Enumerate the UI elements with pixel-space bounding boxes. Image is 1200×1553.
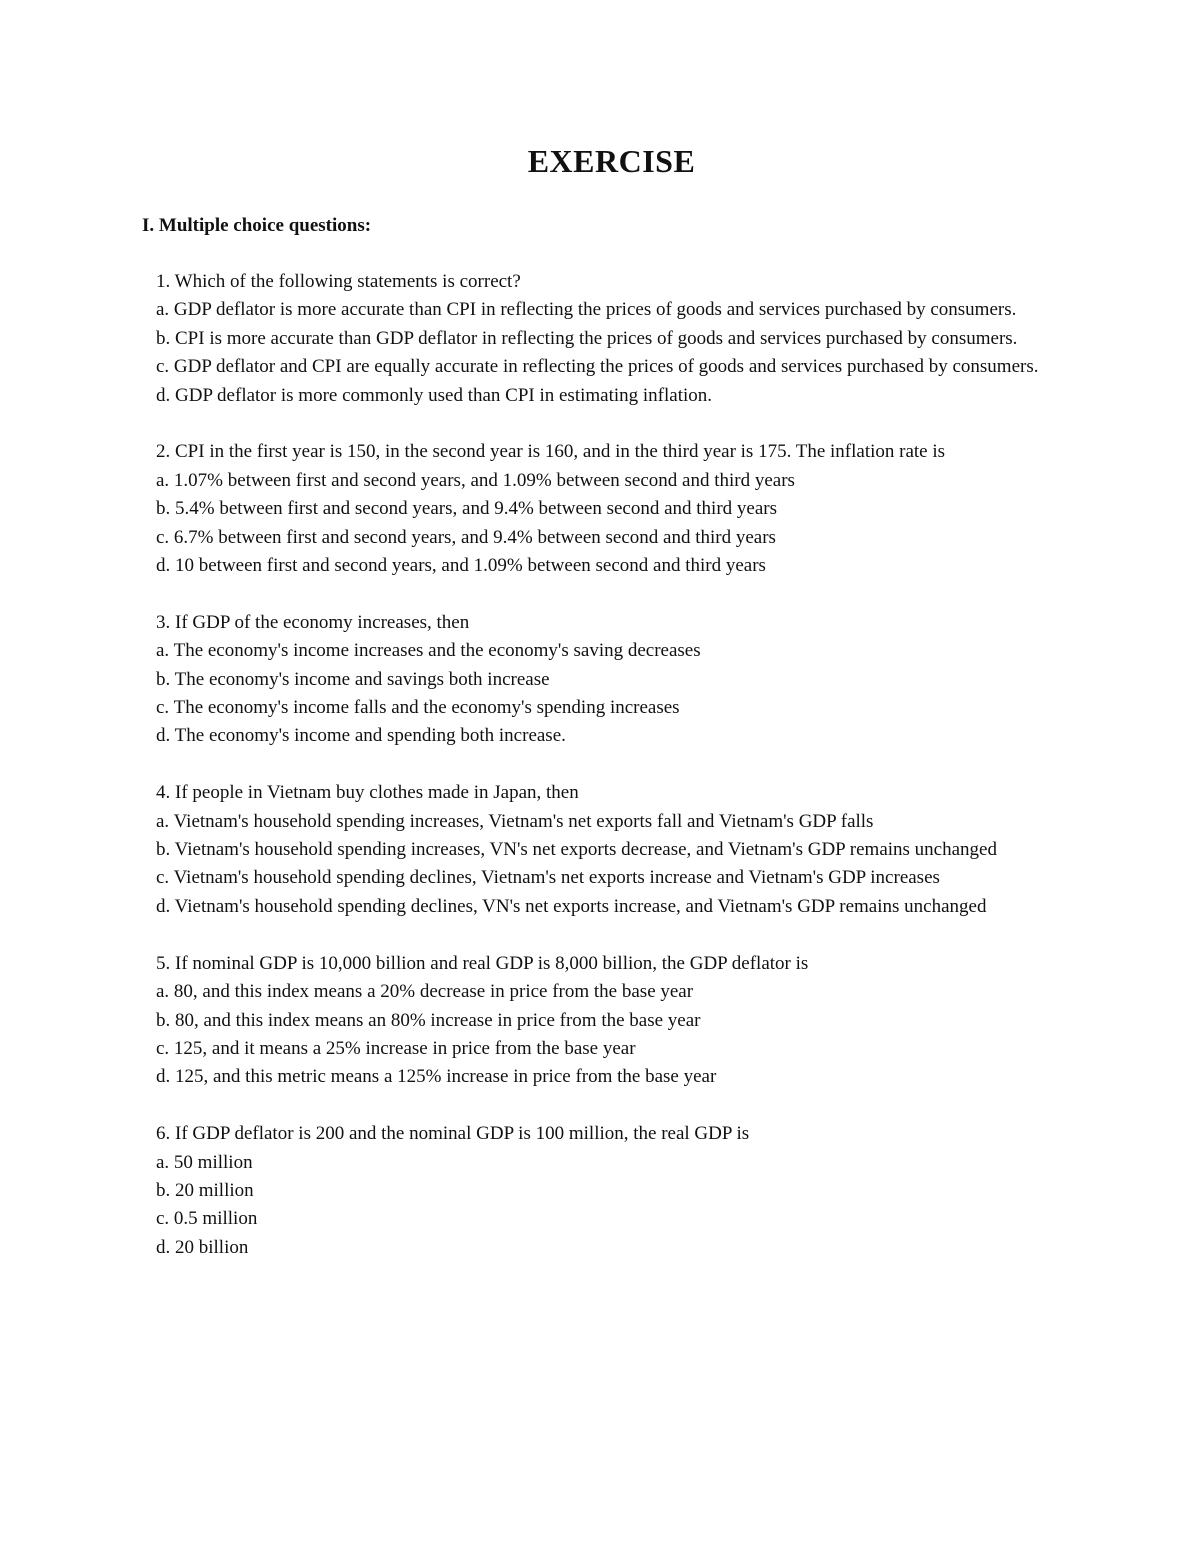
answer-option-c: c. 6.7% between first and second years, and 9.4% between second and third years [156, 526, 776, 548]
answer-option-d: d. The economy's income and spending both increase. [156, 725, 566, 747]
answer-option-b: b. The economy's income and savings both increase [156, 668, 550, 690]
question-stem: 4. If people in Vietnam buy clothes made in Japan, then [156, 782, 579, 804]
question-stem: 3. If GDP of the economy increases, then [156, 611, 470, 633]
answer-option-b: b. 20 million [156, 1179, 254, 1201]
question-3 [156, 609, 1061, 751]
answer-option-b: b. CPI is more accurate than GDP deflator in reflecting the prices of goods and services purchased by consumers. [156, 327, 1018, 349]
question-stem: 2. CPI in the first year is 150, in the second year is 160, and in the third year is 175. The inflation rate is [156, 441, 946, 463]
answer-option-d: d. 10 between first and second years, and 1.09% between second and third years [156, 555, 766, 577]
question-6 [156, 1120, 1061, 1262]
answer-option-a: a. GDP deflator is more accurate than CPI in reflecting the prices of goods and services purchased by consumers. [156, 299, 1017, 321]
answer-option-b: b. 5.4% between first and second years, and 9.4% between second and third years [156, 498, 777, 520]
question-5 [156, 950, 1061, 1092]
answer-option-c: c. The economy's income falls and the economy's spending increases [156, 697, 680, 719]
question-stem: 5. If nominal GDP is 10,000 billion and real GDP is 8,000 billion, the GDP deflator is [156, 952, 809, 974]
answer-option-d: d. GDP deflator is more commonly used than CPI in estimating inflation. [156, 384, 713, 406]
answer-option-d: d. Vietnam's household spending declines, VN's net exports increase, and Vietnam's GDP remains unchanged [156, 895, 987, 917]
answer-option-b: b. 80, and this index means an 80% increase in price from the base year [156, 1009, 701, 1031]
question-stem: 1. Which of the following statements is correct? [156, 271, 521, 292]
answer-option-a: a. 1.07% between first and second years, and 1.09% between second and third years [156, 469, 795, 491]
answer-option-c: c. 125, and it means a 25% increase in price from the base year [156, 1037, 636, 1059]
answer-option-c: c. Vietnam's household spending declines, Vietnam's net exports increase and Vietnam's GDP increases [156, 867, 940, 889]
answer-option-a: a. The economy's income increases and the economy's saving decreases [156, 640, 701, 662]
question-stem: 6. If GDP deflator is 200 and the nominal GDP is 100 million, the real GDP is [156, 1123, 750, 1145]
question-list [156, 268, 1061, 1291]
answer-option-c: c. GDP deflator and CPI are equally accurate in reflecting the prices of goods and services purchased by consumers. [156, 356, 1039, 378]
question-4 [156, 779, 1061, 921]
answer-option-b: b. Vietnam's household spending increases, VN's net exports decrease, and Vietnam's GDP remains unchanged [156, 839, 997, 861]
page-title: EXERCISE [527, 143, 696, 179]
answer-option-a: a. Vietnam's household spending increases, Vietnam's net exports fall and Vietnam's GDP falls [156, 810, 874, 832]
section-heading: I. Multiple choice questions: [142, 215, 372, 236]
answer-option-c: c. 0.5 million [156, 1208, 258, 1230]
question-1 [156, 268, 1061, 410]
answer-option-d: d. 125, and this metric means a 125% increase in price from the base year [156, 1066, 717, 1088]
answer-option-a: a. 80, and this index means a 20% decrease in price from the base year [156, 981, 694, 1003]
answer-option-d: d. 20 billion [156, 1236, 249, 1258]
question-2 [156, 438, 1061, 580]
answer-option-a: a. 50 million [156, 1151, 253, 1173]
